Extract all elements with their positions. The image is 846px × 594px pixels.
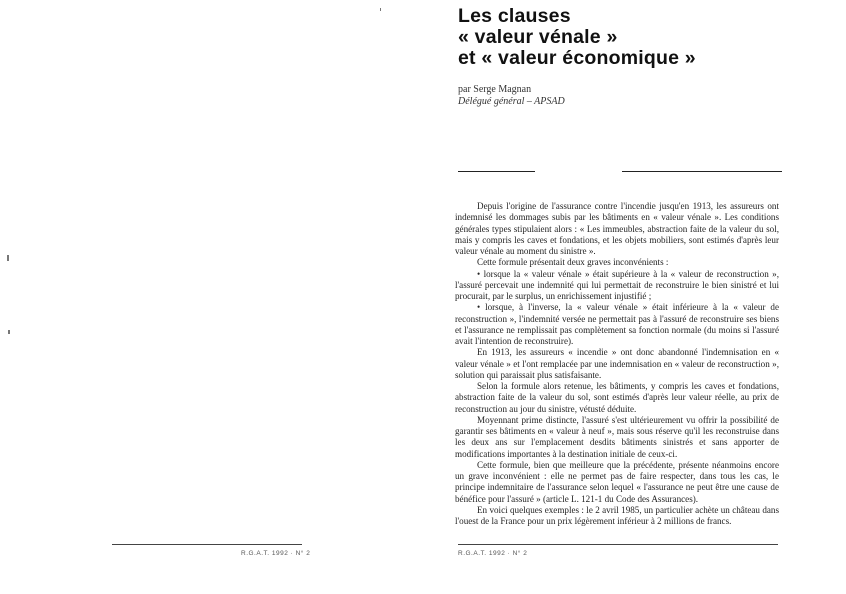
paragraph: En 1913, les assureurs « incendie » ont donc abandonné l'indemnisation en « valeur vénale » et l'ont remplacée par une indemnisation en « valeur de reconstruction », solution qui paraissait plus satisfaisante.	[455, 347, 779, 380]
article-title	[458, 6, 818, 69]
paragraph: • lorsque la « valeur vénale » était supérieure à la « valeur de reconstruction », l'assuré percevait une indemnité qui lui permettait de reconstruire le bien sinistré et lui procurait, par le surplus, un enrichissement injustifié ;	[455, 268, 779, 301]
paragraph: Cette formule, bien que meilleure que la précédente, présente néanmoins encore un grave inconvénient : elle ne permet pas de faire respecter, dans tous les cas, le principe indemnitaire de l'assurance selon lequel « l'assurance ne peut être une cause de bénéfice pour l'assuré » (article L. 121-1 du Code des Assurances).	[455, 459, 779, 504]
author-name: par Serge Magnan	[458, 84, 532, 95]
divider	[458, 171, 535, 172]
paragraph: Depuis l'origine de l'assurance contre l'incendie jusqu'en 1913, les assureurs ont indemnisé les dommages subis par les bâtiments en « valeur vénale ». Les conditions générales types stipulaient alors : « Les immeubles, abstraction faite de la valeur du sol, mais y compris les caves et fondations, et les objets mobiliers, sont estimés d'après leur valeur vénale au moment du sinistre ».	[455, 201, 779, 256]
article-body	[455, 201, 779, 539]
byline	[458, 84, 758, 107]
paragraph: Cette formule présentait deux graves inconvénients :	[477, 257, 669, 268]
author-role: Délégué général – APSAD	[458, 95, 565, 107]
paragraph: Moyennant prime distincte, l'assuré s'est ultérieurement vu offrir la possibilité de garantir ses bâtiments en « valeur à neuf », mais sous réserve qu'il les reconstruise dans les deux ans sur l'emplacement desdits bâtiments sinistrés et sans apporter de modifications importantes à la destination initiale de ceux-ci.	[455, 414, 779, 459]
paragraph: En voici quelques exemples : le 2 avril 1985, un particulier achète un château dans l'ouest de la France pour un prix légèrement inférieur à 2 millions de francs.	[455, 504, 779, 526]
scan-mark	[380, 8, 381, 11]
title-line: et « valeur économique »	[458, 47, 696, 69]
paragraph: Selon la formule alors retenue, les bâtiments, y compris les caves et fondations, abstraction faite de la valeur du sol, sont estimés d'après leur valeur réelle, au prix de reconstruction au jour du sinistre, vétusté déduite.	[455, 381, 779, 414]
divider	[622, 171, 782, 172]
paragraph: • lorsque, à l'inverse, la « valeur vénale » était inférieure à la « valeur de reconstruction », l'indemnité versée ne permettait pas à l'assuré de reconstruire ses biens et l'assurance ne remplissait pas complètement sa fonction normale (du moins si l'assuré avait l'intention de reconstruire).	[455, 302, 779, 346]
footer-rule	[112, 544, 302, 545]
scan-mark	[8, 330, 10, 334]
page-footer-right: R.G.A.T. 1992 · N° 2	[458, 550, 528, 557]
title-line: « valeur vénale »	[458, 26, 618, 48]
footer-rule	[458, 544, 778, 545]
page-footer-left: R.G.A.T. 1992 · N° 2	[241, 550, 311, 557]
title-line: Les clauses	[458, 5, 571, 27]
scan-mark	[7, 255, 9, 261]
